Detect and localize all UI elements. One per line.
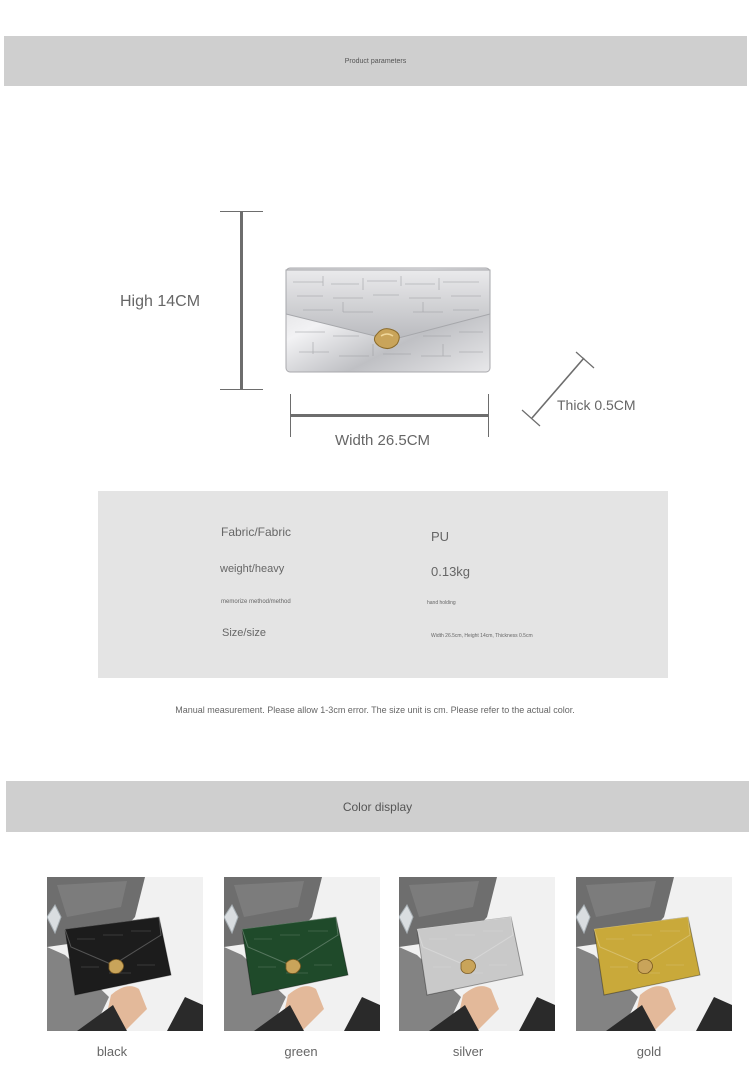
- color-swatch-green[interactable]: [224, 877, 380, 1031]
- clasp-icon: [286, 959, 301, 973]
- spec-method-label: memorize method/method: [221, 599, 291, 605]
- spec-weight-label: weight/heavy: [220, 563, 285, 575]
- width-cap-right: [488, 394, 489, 437]
- clasp-icon: [461, 959, 476, 973]
- thickness-label: Thick 0.5CM: [557, 397, 636, 413]
- spec-fabric-value: PU: [431, 529, 450, 544]
- clasp-icon: [638, 959, 653, 973]
- color-display-title: Color display: [342, 799, 413, 814]
- thickness-indicator: [518, 348, 600, 430]
- spec-weight-value: 0.13kg: [431, 564, 471, 579]
- color-display-banner: [6, 781, 749, 832]
- color-swatch-silver[interactable]: [399, 877, 555, 1031]
- color-label-gold: gold: [636, 1044, 662, 1059]
- spec-table: [98, 491, 668, 678]
- width-label: Width 26.5CM: [335, 432, 431, 449]
- color-label-green: green: [284, 1044, 318, 1059]
- width-line: [291, 414, 488, 417]
- color-swatch-black[interactable]: [47, 877, 203, 1031]
- height-label: High 14CM: [120, 293, 201, 310]
- clasp-icon: [109, 959, 124, 973]
- height-cap-top: [220, 211, 263, 212]
- product-parameters-title: Product parameters: [344, 57, 407, 65]
- spec-size-value: Width 26.5cm, Height 14cm, Thickness 0.5cm: [431, 633, 533, 639]
- measurement-note: Manual measurement. Please allow 1-3cm error. The size unit is cm. Please refer to the actual color.: [175, 705, 575, 715]
- product-image-silver-clutch: [283, 262, 493, 374]
- width-cap-left: [290, 394, 291, 437]
- spec-method-value: hand holding: [427, 600, 456, 606]
- color-swatch-gold[interactable]: [576, 877, 732, 1031]
- spec-size-label: Size/size: [222, 627, 267, 639]
- height-line: [240, 211, 243, 389]
- spec-fabric-label: Fabric/Fabric: [221, 525, 292, 539]
- product-parameters-banner: [4, 36, 747, 86]
- color-label-silver: silver: [452, 1044, 484, 1059]
- height-cap-bottom: [220, 389, 263, 390]
- color-label-black: black: [96, 1044, 128, 1059]
